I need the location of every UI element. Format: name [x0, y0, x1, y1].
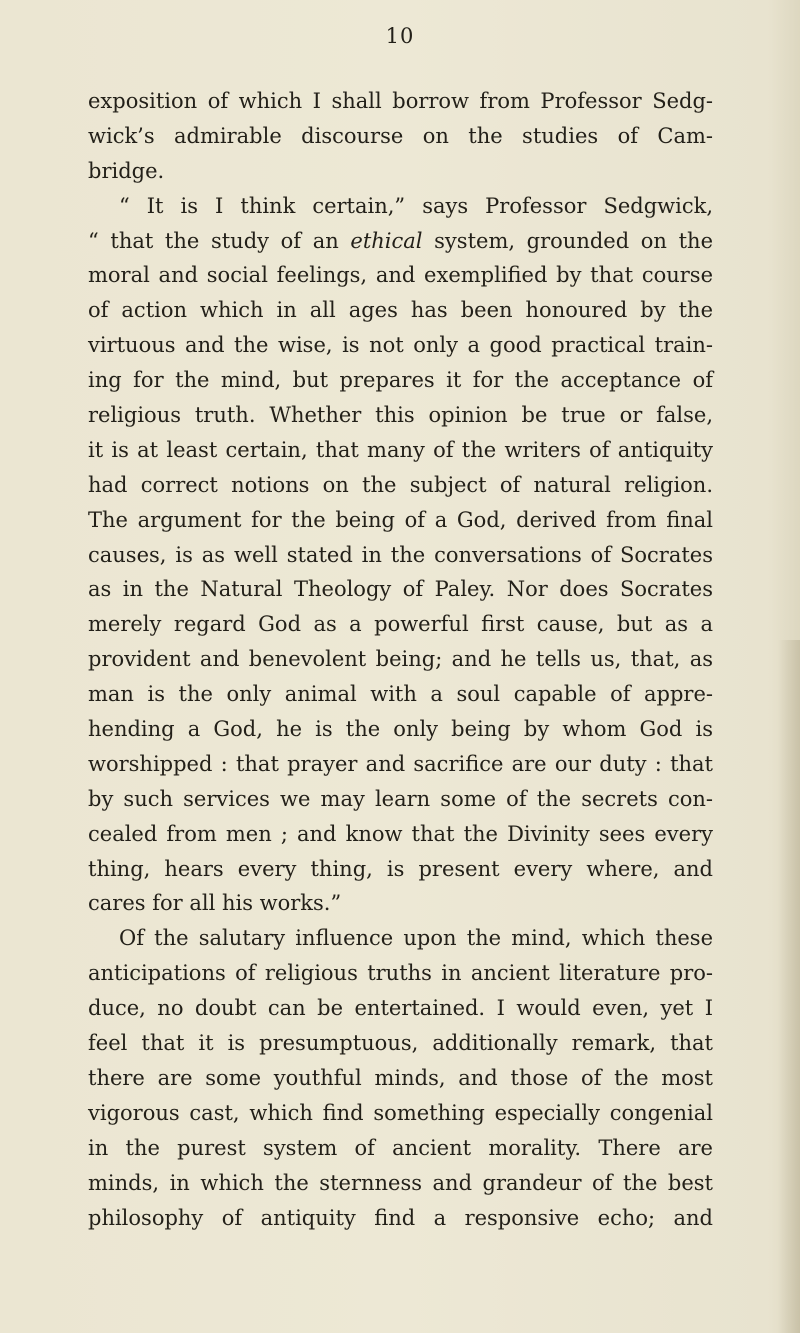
text-line: it is at least certain, that many of the writers of antiquity — [88, 437, 713, 462]
text-line: merely regard God as a powerful first cause, but as a — [88, 612, 713, 637]
text-line: duce, no doubt can be entertained. I would even, yet I — [88, 996, 713, 1021]
text-line: bridge. — [88, 158, 165, 183]
text-line: vigorous cast, which find something especially congenial — [88, 1100, 713, 1125]
text-line: “ that the study of an ethical system, grounded on the — [88, 228, 713, 253]
text-line: hending a God, he is the only being by whom God is — [88, 717, 713, 742]
page-edge-shadow — [778, 640, 800, 1333]
text-line: provident and benevolent being; and he tells us, that, as — [88, 647, 713, 672]
text-line: man is the only animal with a soul capable of appre- — [88, 682, 713, 707]
text-line: thing, hears every thing, is present every where, and — [88, 856, 713, 881]
text-line: anticipations of religious truths in ancient literature pro- — [88, 961, 713, 986]
text-line: had correct notions on the subject of natural religion. — [88, 472, 713, 497]
text-line: moral and social feelings, and exemplified by that course — [88, 263, 713, 288]
text-line: cealed from men ; and know that the Divinity sees every — [88, 821, 713, 846]
page-number: 10 — [385, 24, 415, 48]
text-line: exposition of which I shall borrow from Professor Sedg- — [88, 89, 713, 113]
text-line: by such services we may learn some of the secrets con- — [88, 786, 713, 811]
text-line: cares for all his works.” — [88, 891, 342, 916]
text-line: virtuous and the wise, is not only a good practical train- — [88, 333, 713, 358]
text-line: philosophy of antiquity find a responsive echo; and — [88, 1205, 713, 1230]
text-line: wick’s admirable discourse on the studies of Cam- — [88, 123, 713, 148]
text-line: in the purest system of ancient morality. There are — [88, 1135, 713, 1160]
text-line: causes, is as well stated in the conversations of Socrates — [88, 542, 713, 567]
text-line: worshipped : that prayer and sacrifice are our duty : that — [88, 751, 713, 776]
text-line: ing for the mind, but prepares it for the acceptance of — [88, 368, 713, 393]
text-line: of action which in all ages has been honoured by the — [88, 298, 713, 323]
text-line: Of the salutary influence upon the mind, which these — [119, 926, 713, 951]
text-line: religious truth. Whether this opinion be true or false, — [88, 403, 713, 428]
text-line: “ It is I think certain,” says Professor Sedgwick, — [119, 193, 713, 218]
text-line: as in the Natural Theology of Paley. Nor does Socrates — [88, 577, 713, 602]
text-line: feel that it is presumptuous, additionally remark, that — [88, 1031, 713, 1056]
emphasis-ethical: ethical — [350, 228, 423, 253]
text-line: minds, in which the sternness and grandeur of the best — [88, 1170, 713, 1195]
text-line: there are some youthful minds, and those of the most — [88, 1065, 713, 1090]
body-text — [88, 84, 713, 1235]
text-line: The argument for the being of a God, derived from final — [88, 507, 713, 532]
